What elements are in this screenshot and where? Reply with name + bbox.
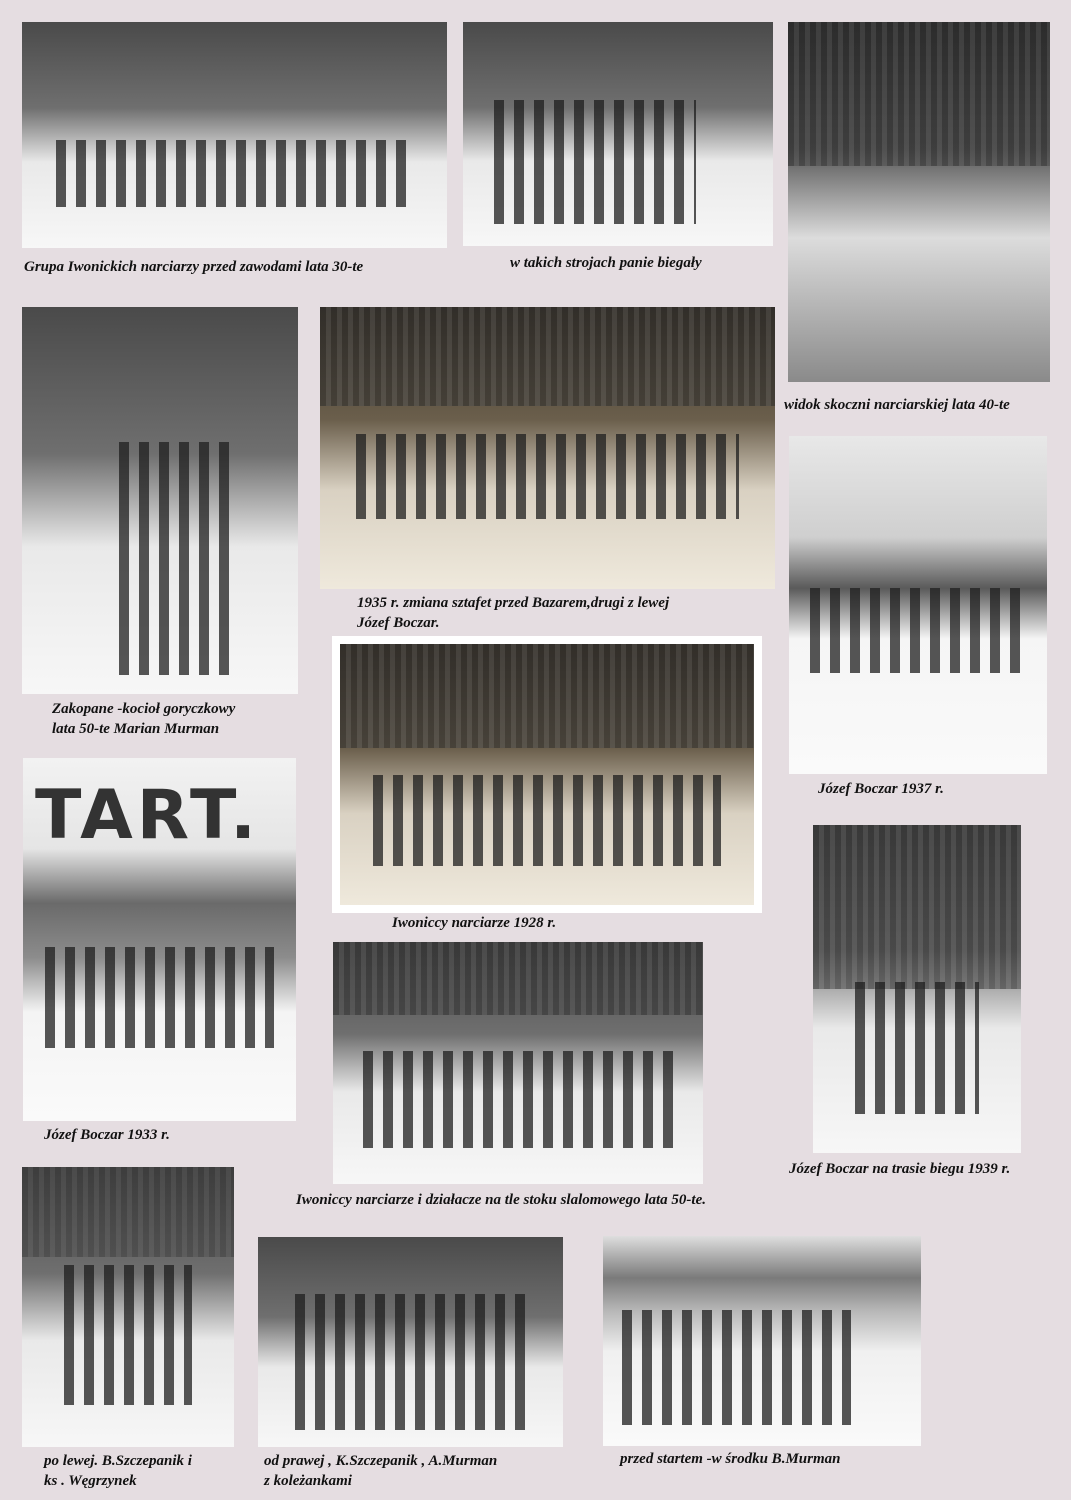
photo-skiers-group-30s — [22, 22, 447, 248]
caption-skiers-group-30s: Grupa Iwonickich narciarzy przed zawodami lata 30-te — [24, 259, 364, 275]
photo-skiers-activists-50s — [333, 942, 703, 1184]
skier-silhouette — [855, 982, 980, 1113]
photo-ski-jump — [788, 22, 1050, 382]
photo-szczepanik-wegrzynek — [22, 1167, 234, 1447]
caption-boczar-1933: Józef Boczar 1933 r. — [44, 1127, 170, 1143]
photo-skiers-1928 — [332, 636, 762, 913]
four-girls-silhouettes — [295, 1294, 527, 1431]
caption-skiers-activists-50s: Iwoniccy narciarze i działacze na tle stoku slalomowego lata 50-te. — [296, 1192, 706, 1208]
forest — [340, 644, 754, 748]
crowd-and-skier — [810, 588, 1027, 673]
caption-relay-1935-line1: 1935 r. zmiana sztafet przed Bazarem,drugi z lewej — [357, 595, 670, 611]
caption-before-start-murman: przed startem -w środku B.Murman — [620, 1451, 841, 1467]
photo-women-costumes — [463, 22, 773, 246]
photo-before-start-murman — [603, 1236, 921, 1446]
group-silhouettes — [363, 1051, 674, 1148]
caption-szczepanik-murman-line1: od prawej , K.Szczepanik , A.Murman — [264, 1453, 498, 1469]
skier-silhouette — [119, 442, 229, 674]
caption-szczepanik-wegrzynek-line2: ks . Węgrzynek — [44, 1473, 137, 1489]
two-skiers-silhouettes — [64, 1265, 191, 1405]
building-and-trees — [320, 307, 775, 406]
photo-boczar-1933 — [23, 758, 296, 1121]
girls-silhouettes — [622, 1310, 851, 1426]
snowy-trees — [22, 1167, 234, 1257]
spectators-silhouettes — [45, 947, 274, 1049]
photo-szczepanik-murman-friends — [258, 1237, 563, 1447]
group-silhouettes — [373, 775, 721, 866]
skiers-silhouettes — [56, 140, 413, 208]
photo-boczar-1937 — [789, 436, 1047, 774]
photo-zakopane-murman — [22, 307, 298, 694]
start-sign-text: TART. — [35, 776, 260, 855]
caption-skiers-1928: Iwoniccy narciarze 1928 r. — [392, 915, 557, 931]
women-silhouettes — [494, 100, 696, 223]
crowd-silhouettes — [356, 434, 738, 519]
caption-ski-jump: widok skoczni narciarskiej lata 40-te — [784, 397, 1010, 413]
photo-boczar-1939 — [813, 825, 1021, 1153]
forest — [813, 825, 1021, 989]
caption-szczepanik-wegrzynek-line1: po lewej. B.Szczepanik i — [44, 1453, 192, 1469]
caption-zakopane-murman-line1: Zakopane -kocioł goryczkowy — [52, 701, 236, 717]
caption-zakopane-murman-line2: lata 50-te Marian Murman — [52, 721, 220, 737]
caption-relay-1935-line2: Józef Boczar. — [357, 615, 440, 631]
caption-boczar-1937: Józef Boczar 1937 r. — [818, 781, 944, 797]
caption-szczepanik-murman-line2: z koleżankami — [264, 1473, 352, 1489]
slope-and-trees — [333, 942, 703, 1015]
forest — [788, 22, 1050, 166]
photo-relay-1935 — [320, 307, 775, 589]
caption-women-costumes: w takich strojach panie biegały — [510, 255, 702, 271]
caption-boczar-1939: Józef Boczar na trasie biegu 1939 r. — [789, 1161, 1011, 1177]
